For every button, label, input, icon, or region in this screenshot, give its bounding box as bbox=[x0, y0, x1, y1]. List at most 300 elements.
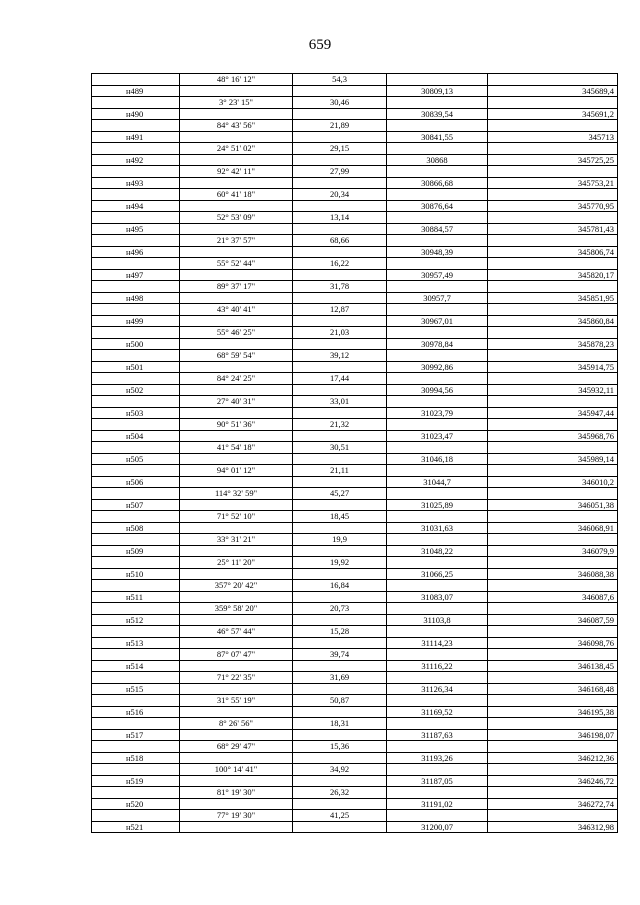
empty-cell bbox=[92, 304, 180, 316]
empty-cell bbox=[293, 154, 387, 166]
empty-cell bbox=[488, 741, 618, 753]
empty-cell bbox=[387, 396, 488, 408]
point-row bbox=[92, 430, 618, 442]
point-row bbox=[92, 361, 618, 373]
empty-cell bbox=[293, 269, 387, 281]
segment-length-cell: 16,84 bbox=[293, 580, 387, 592]
empty-cell bbox=[293, 821, 387, 833]
y-coordinate-cell: 346010,2 bbox=[488, 476, 618, 488]
empty-cell bbox=[387, 212, 488, 224]
empty-cell bbox=[387, 695, 488, 707]
direction-angle-cell: 43° 40' 41" bbox=[180, 304, 293, 316]
segment-row bbox=[92, 304, 618, 316]
empty-cell bbox=[387, 74, 488, 86]
empty-cell bbox=[92, 695, 180, 707]
empty-cell bbox=[488, 695, 618, 707]
empty-cell bbox=[488, 718, 618, 730]
y-coordinate-cell: 345781,43 bbox=[488, 223, 618, 235]
empty-cell bbox=[180, 729, 293, 741]
point-row bbox=[92, 407, 618, 419]
point-name-cell: н493 bbox=[92, 177, 180, 189]
direction-angle-cell: 84° 24' 25" bbox=[180, 373, 293, 385]
empty-cell bbox=[180, 131, 293, 143]
empty-cell bbox=[92, 534, 180, 546]
y-coordinate-cell: 346246,72 bbox=[488, 775, 618, 787]
empty-cell bbox=[387, 419, 488, 431]
x-coordinate-cell: 30884,57 bbox=[387, 223, 488, 235]
empty-cell bbox=[488, 166, 618, 178]
empty-cell bbox=[387, 764, 488, 776]
point-name-cell: н511 bbox=[92, 591, 180, 603]
direction-angle-cell: 24° 51' 02" bbox=[180, 143, 293, 155]
direction-angle-cell: 21° 37' 57" bbox=[180, 235, 293, 247]
empty-cell bbox=[293, 430, 387, 442]
segment-row bbox=[92, 166, 618, 178]
coordinates-table bbox=[91, 73, 618, 833]
empty-cell bbox=[293, 545, 387, 557]
point-name-cell: н502 bbox=[92, 384, 180, 396]
direction-angle-cell: 89° 37' 17" bbox=[180, 281, 293, 293]
segment-length-cell: 30,46 bbox=[293, 97, 387, 109]
segment-length-cell: 18,31 bbox=[293, 718, 387, 730]
empty-cell bbox=[488, 143, 618, 155]
empty-cell bbox=[387, 97, 488, 109]
x-coordinate-cell: 31066,25 bbox=[387, 568, 488, 580]
empty-cell bbox=[293, 361, 387, 373]
direction-angle-cell: 359° 58' 20" bbox=[180, 603, 293, 615]
point-row bbox=[92, 384, 618, 396]
empty-cell bbox=[488, 580, 618, 592]
x-coordinate-cell: 31200,07 bbox=[387, 821, 488, 833]
empty-cell bbox=[180, 361, 293, 373]
empty-cell bbox=[92, 281, 180, 293]
empty-cell bbox=[92, 97, 180, 109]
segment-row bbox=[92, 626, 618, 638]
direction-angle-cell: 71° 52' 10" bbox=[180, 511, 293, 523]
empty-cell bbox=[387, 166, 488, 178]
empty-cell bbox=[387, 672, 488, 684]
segment-length-cell: 18,45 bbox=[293, 511, 387, 523]
direction-angle-cell: 92° 42' 11" bbox=[180, 166, 293, 178]
y-coordinate-cell: 346098,76 bbox=[488, 637, 618, 649]
direction-angle-cell: 55° 46' 25" bbox=[180, 327, 293, 339]
empty-cell bbox=[92, 626, 180, 638]
y-coordinate-cell: 346168,48 bbox=[488, 683, 618, 695]
empty-cell bbox=[387, 511, 488, 523]
y-coordinate-cell: 345989,14 bbox=[488, 453, 618, 465]
x-coordinate-cell: 31046,18 bbox=[387, 453, 488, 465]
point-name-cell: н496 bbox=[92, 246, 180, 258]
empty-cell bbox=[488, 534, 618, 546]
point-name-cell: н491 bbox=[92, 131, 180, 143]
empty-cell bbox=[387, 281, 488, 293]
y-coordinate-cell: 346079,9 bbox=[488, 545, 618, 557]
empty-cell bbox=[293, 85, 387, 97]
segment-row bbox=[92, 534, 618, 546]
empty-cell bbox=[488, 189, 618, 201]
empty-cell bbox=[92, 212, 180, 224]
point-name-cell: н506 bbox=[92, 476, 180, 488]
empty-cell bbox=[293, 108, 387, 120]
direction-angle-cell: 77° 19' 30" bbox=[180, 810, 293, 822]
x-coordinate-cell: 30948,39 bbox=[387, 246, 488, 258]
segment-length-cell: 27,99 bbox=[293, 166, 387, 178]
x-coordinate-cell: 30809,13 bbox=[387, 85, 488, 97]
empty-cell bbox=[293, 614, 387, 626]
point-row bbox=[92, 269, 618, 281]
empty-cell bbox=[488, 120, 618, 132]
y-coordinate-cell: 346195,38 bbox=[488, 706, 618, 718]
empty-cell bbox=[293, 131, 387, 143]
empty-cell bbox=[180, 775, 293, 787]
segment-row bbox=[92, 603, 618, 615]
direction-angle-cell: 90° 51' 36" bbox=[180, 419, 293, 431]
empty-cell bbox=[92, 718, 180, 730]
direction-angle-cell: 31° 55' 19" bbox=[180, 695, 293, 707]
direction-angle-cell: 71° 22' 35" bbox=[180, 672, 293, 684]
empty-cell bbox=[92, 557, 180, 569]
empty-cell bbox=[293, 407, 387, 419]
segment-row bbox=[92, 120, 618, 132]
empty-cell bbox=[92, 511, 180, 523]
empty-cell bbox=[387, 327, 488, 339]
point-name-cell: н514 bbox=[92, 660, 180, 672]
point-name-cell: н510 bbox=[92, 568, 180, 580]
y-coordinate-cell: 346051,38 bbox=[488, 499, 618, 511]
point-name-cell: н521 bbox=[92, 821, 180, 833]
x-coordinate-cell: 30839,54 bbox=[387, 108, 488, 120]
y-coordinate-cell: 345851,95 bbox=[488, 292, 618, 304]
y-coordinate-cell: 345932,11 bbox=[488, 384, 618, 396]
empty-cell bbox=[92, 120, 180, 132]
empty-cell bbox=[387, 143, 488, 155]
segment-row bbox=[92, 557, 618, 569]
segment-row bbox=[92, 212, 618, 224]
point-name-cell: н494 bbox=[92, 200, 180, 212]
empty-cell bbox=[488, 304, 618, 316]
empty-cell bbox=[180, 568, 293, 580]
point-name-cell: н509 bbox=[92, 545, 180, 557]
segment-length-cell: 30,51 bbox=[293, 442, 387, 454]
segment-row bbox=[92, 258, 618, 270]
direction-angle-cell: 27° 40' 31" bbox=[180, 396, 293, 408]
point-name-cell: н500 bbox=[92, 338, 180, 350]
point-row bbox=[92, 637, 618, 649]
segment-row bbox=[92, 580, 618, 592]
empty-cell bbox=[488, 626, 618, 638]
empty-cell bbox=[293, 798, 387, 810]
empty-cell bbox=[293, 315, 387, 327]
point-row bbox=[92, 545, 618, 557]
empty-cell bbox=[180, 407, 293, 419]
y-coordinate-cell: 345713 bbox=[488, 131, 618, 143]
empty-cell bbox=[387, 557, 488, 569]
segment-length-cell: 21,32 bbox=[293, 419, 387, 431]
point-row bbox=[92, 775, 618, 787]
point-row bbox=[92, 453, 618, 465]
y-coordinate-cell: 345878,23 bbox=[488, 338, 618, 350]
point-row bbox=[92, 108, 618, 120]
y-coordinate-cell: 346138,45 bbox=[488, 660, 618, 672]
x-coordinate-cell: 31048,22 bbox=[387, 545, 488, 557]
point-name-cell: н503 bbox=[92, 407, 180, 419]
segment-length-cell: 19,92 bbox=[293, 557, 387, 569]
segment-row bbox=[92, 235, 618, 247]
segment-row bbox=[92, 649, 618, 661]
direction-angle-cell: 33° 31' 21" bbox=[180, 534, 293, 546]
empty-cell bbox=[293, 568, 387, 580]
empty-cell bbox=[293, 384, 387, 396]
empty-cell bbox=[92, 373, 180, 385]
x-coordinate-cell: 30992,86 bbox=[387, 361, 488, 373]
y-coordinate-cell: 345968,76 bbox=[488, 430, 618, 442]
empty-cell bbox=[293, 246, 387, 258]
x-coordinate-cell: 30876,64 bbox=[387, 200, 488, 212]
empty-cell bbox=[180, 545, 293, 557]
empty-cell bbox=[293, 499, 387, 511]
direction-angle-cell: 48° 16' 12" bbox=[180, 74, 293, 86]
x-coordinate-cell: 31031,63 bbox=[387, 522, 488, 534]
point-row bbox=[92, 177, 618, 189]
empty-cell bbox=[180, 637, 293, 649]
empty-cell bbox=[387, 258, 488, 270]
point-name-cell: н492 bbox=[92, 154, 180, 166]
x-coordinate-cell: 31025,89 bbox=[387, 499, 488, 511]
empty-cell bbox=[180, 384, 293, 396]
segment-row bbox=[92, 695, 618, 707]
direction-angle-cell: 87° 07' 47" bbox=[180, 649, 293, 661]
segment-length-cell: 17,44 bbox=[293, 373, 387, 385]
empty-cell bbox=[293, 292, 387, 304]
empty-cell bbox=[293, 200, 387, 212]
empty-cell bbox=[387, 649, 488, 661]
segment-row bbox=[92, 419, 618, 431]
empty-cell bbox=[180, 706, 293, 718]
direction-angle-cell: 84° 43' 56" bbox=[180, 120, 293, 132]
segment-length-cell: 31,69 bbox=[293, 672, 387, 684]
empty-cell bbox=[387, 373, 488, 385]
empty-cell bbox=[180, 177, 293, 189]
segment-length-cell: 21,03 bbox=[293, 327, 387, 339]
empty-cell bbox=[488, 396, 618, 408]
point-name-cell: н504 bbox=[92, 430, 180, 442]
point-name-cell: н495 bbox=[92, 223, 180, 235]
direction-angle-cell: 81° 19' 30" bbox=[180, 787, 293, 799]
empty-cell bbox=[293, 223, 387, 235]
point-name-cell: н515 bbox=[92, 683, 180, 695]
empty-cell bbox=[293, 729, 387, 741]
point-name-cell: н520 bbox=[92, 798, 180, 810]
segment-row bbox=[92, 810, 618, 822]
x-coordinate-cell: 30866,68 bbox=[387, 177, 488, 189]
empty-cell bbox=[180, 798, 293, 810]
x-coordinate-cell: 31116,22 bbox=[387, 660, 488, 672]
empty-cell bbox=[92, 580, 180, 592]
segment-length-cell: 33,01 bbox=[293, 396, 387, 408]
empty-cell bbox=[92, 442, 180, 454]
empty-cell bbox=[387, 120, 488, 132]
empty-cell bbox=[180, 338, 293, 350]
direction-angle-cell: 114° 32' 59" bbox=[180, 488, 293, 500]
empty-cell bbox=[488, 442, 618, 454]
empty-cell bbox=[488, 810, 618, 822]
y-coordinate-cell: 345770,95 bbox=[488, 200, 618, 212]
point-row bbox=[92, 522, 618, 534]
y-coordinate-cell: 346198,07 bbox=[488, 729, 618, 741]
empty-cell bbox=[488, 74, 618, 86]
empty-cell bbox=[387, 603, 488, 615]
x-coordinate-cell: 30957,49 bbox=[387, 269, 488, 281]
segment-length-cell: 41,25 bbox=[293, 810, 387, 822]
empty-cell bbox=[293, 660, 387, 672]
empty-cell bbox=[387, 718, 488, 730]
point-row bbox=[92, 223, 618, 235]
empty-cell bbox=[387, 235, 488, 247]
empty-cell bbox=[92, 764, 180, 776]
segment-row bbox=[92, 373, 618, 385]
empty-cell bbox=[180, 269, 293, 281]
segment-length-cell: 31,78 bbox=[293, 281, 387, 293]
segment-length-cell: 15,28 bbox=[293, 626, 387, 638]
empty-cell bbox=[387, 488, 488, 500]
empty-cell bbox=[180, 154, 293, 166]
point-name-cell: н519 bbox=[92, 775, 180, 787]
y-coordinate-cell: 346212,36 bbox=[488, 752, 618, 764]
segment-row bbox=[92, 672, 618, 684]
direction-angle-cell: 357° 20' 42" bbox=[180, 580, 293, 592]
empty-cell bbox=[293, 177, 387, 189]
empty-cell bbox=[387, 741, 488, 753]
empty-cell bbox=[92, 258, 180, 270]
empty-cell bbox=[488, 327, 618, 339]
y-coordinate-cell: 345806,74 bbox=[488, 246, 618, 258]
x-coordinate-cell: 31023,47 bbox=[387, 430, 488, 442]
empty-cell bbox=[488, 350, 618, 362]
empty-cell bbox=[180, 660, 293, 672]
direction-angle-cell: 55° 52' 44" bbox=[180, 258, 293, 270]
x-coordinate-cell: 30978,84 bbox=[387, 338, 488, 350]
coordinates-table-body bbox=[92, 74, 618, 833]
direction-angle-cell: 68° 29' 47" bbox=[180, 741, 293, 753]
segment-length-cell: 21,11 bbox=[293, 465, 387, 477]
segment-row bbox=[92, 511, 618, 523]
point-name-cell: н512 bbox=[92, 614, 180, 626]
point-row bbox=[92, 660, 618, 672]
point-row bbox=[92, 315, 618, 327]
segment-row bbox=[92, 189, 618, 201]
empty-cell bbox=[488, 511, 618, 523]
empty-cell bbox=[293, 522, 387, 534]
direction-angle-cell: 60° 41' 18" bbox=[180, 189, 293, 201]
y-coordinate-cell: 346312,98 bbox=[488, 821, 618, 833]
point-row bbox=[92, 154, 618, 166]
empty-cell bbox=[92, 350, 180, 362]
empty-cell bbox=[180, 85, 293, 97]
empty-cell bbox=[92, 672, 180, 684]
segment-row bbox=[92, 350, 618, 362]
segment-length-cell: 39,74 bbox=[293, 649, 387, 661]
point-row bbox=[92, 131, 618, 143]
segment-length-cell: 20,73 bbox=[293, 603, 387, 615]
empty-cell bbox=[92, 189, 180, 201]
empty-cell bbox=[92, 465, 180, 477]
empty-cell bbox=[180, 453, 293, 465]
empty-cell bbox=[387, 304, 488, 316]
empty-cell bbox=[387, 442, 488, 454]
empty-cell bbox=[180, 683, 293, 695]
empty-cell bbox=[488, 649, 618, 661]
empty-cell bbox=[180, 522, 293, 534]
point-name-cell: н517 bbox=[92, 729, 180, 741]
x-coordinate-cell: 31103,8 bbox=[387, 614, 488, 626]
empty-cell bbox=[488, 212, 618, 224]
segment-row bbox=[92, 465, 618, 477]
empty-cell bbox=[92, 327, 180, 339]
point-row bbox=[92, 476, 618, 488]
segment-length-cell: 54,3 bbox=[293, 74, 387, 86]
segment-row bbox=[92, 97, 618, 109]
segment-length-cell: 26,32 bbox=[293, 787, 387, 799]
point-name-cell: н501 bbox=[92, 361, 180, 373]
segment-length-cell: 21,89 bbox=[293, 120, 387, 132]
empty-cell bbox=[293, 706, 387, 718]
empty-cell bbox=[92, 649, 180, 661]
y-coordinate-cell: 346068,91 bbox=[488, 522, 618, 534]
segment-length-cell: 15,36 bbox=[293, 741, 387, 753]
point-name-cell: н516 bbox=[92, 706, 180, 718]
point-row bbox=[92, 729, 618, 741]
empty-cell bbox=[92, 396, 180, 408]
y-coordinate-cell: 346087,59 bbox=[488, 614, 618, 626]
x-coordinate-cell: 31169,52 bbox=[387, 706, 488, 718]
x-coordinate-cell: 31114,23 bbox=[387, 637, 488, 649]
point-name-cell: н497 bbox=[92, 269, 180, 281]
empty-cell bbox=[293, 476, 387, 488]
point-name-cell: н508 bbox=[92, 522, 180, 534]
empty-cell bbox=[387, 626, 488, 638]
point-row bbox=[92, 591, 618, 603]
segment-length-cell: 12,87 bbox=[293, 304, 387, 316]
empty-cell bbox=[92, 741, 180, 753]
point-row bbox=[92, 338, 618, 350]
segment-row bbox=[92, 281, 618, 293]
direction-angle-cell: 100° 14' 41" bbox=[180, 764, 293, 776]
x-coordinate-cell: 31187,63 bbox=[387, 729, 488, 741]
empty-cell bbox=[180, 315, 293, 327]
segment-row bbox=[92, 488, 618, 500]
x-coordinate-cell: 30841,55 bbox=[387, 131, 488, 143]
x-coordinate-cell: 30967,01 bbox=[387, 315, 488, 327]
y-coordinate-cell: 345691,2 bbox=[488, 108, 618, 120]
x-coordinate-cell: 31083,07 bbox=[387, 591, 488, 603]
point-name-cell: н489 bbox=[92, 85, 180, 97]
page-number: 659 bbox=[308, 37, 332, 53]
segment-length-cell: 16,22 bbox=[293, 258, 387, 270]
y-coordinate-cell: 346088,38 bbox=[488, 568, 618, 580]
point-row bbox=[92, 706, 618, 718]
empty-cell bbox=[180, 108, 293, 120]
empty-cell bbox=[387, 350, 488, 362]
segment-row bbox=[92, 74, 618, 86]
empty-cell bbox=[387, 189, 488, 201]
segment-row bbox=[92, 764, 618, 776]
direction-angle-cell: 68° 59' 54" bbox=[180, 350, 293, 362]
empty-cell bbox=[488, 557, 618, 569]
point-row bbox=[92, 683, 618, 695]
empty-cell bbox=[92, 74, 180, 86]
empty-cell bbox=[92, 166, 180, 178]
empty-cell bbox=[92, 419, 180, 431]
